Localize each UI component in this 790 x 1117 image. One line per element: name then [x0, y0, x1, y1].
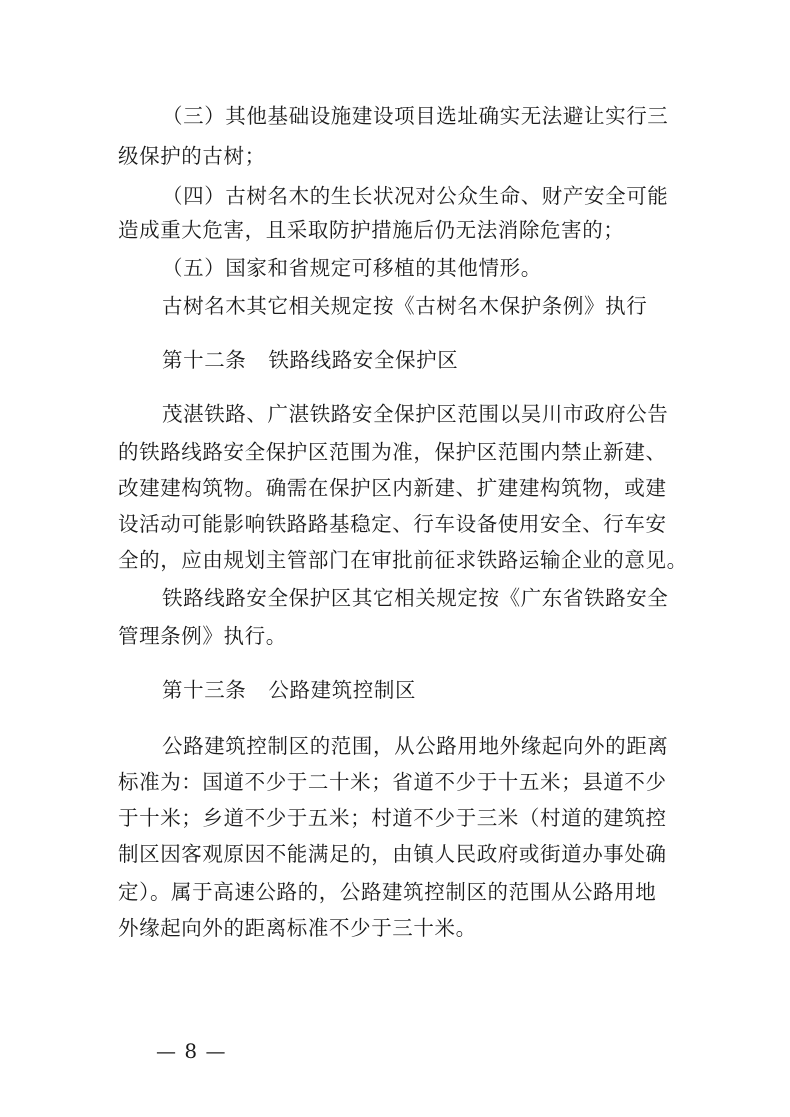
article-12-number: 第十二条 [162, 348, 247, 372]
article-13-body-line-6: 外缘起向外的距离标准不少于三十米。 [118, 916, 477, 940]
item-four-line-1: （四）古树名木的生长状况对公众生命、财产安全可能 [162, 184, 669, 208]
article-12-body-line-4: 设活动可能影响铁路路基稳定、行车设备使用安全、行车安 [118, 512, 667, 536]
item-three-line-2: 级保护的古树； [118, 144, 266, 168]
article-13-body-line-3: 于十米；乡道不少于五米；村道不少于三米（村道的建筑控 [118, 806, 667, 830]
article-13-number: 第十三条 [162, 678, 247, 702]
article-12-heading [162, 348, 458, 372]
article-12-body-line-2: 的铁路线路安全保护区范围为准，保护区范围内禁止新建、 [118, 440, 667, 464]
article-13-body-line-5: 定）。属于高速公路的，公路建筑控制区的范围从公路用地 [118, 880, 657, 904]
article-12-body-line-5: 全的，应由规划主管部门在审批前征求铁路运输企业的意见。 [118, 548, 688, 572]
item-three-line-1: （三）其他基础设施建设项目选址确实无法避让实行三 [162, 104, 669, 128]
item-five-line: （五）国家和省规定可移植的其他情形。 [162, 256, 542, 280]
article-13-body-line-1: 公路建筑控制区的范围，从公路用地外缘起向外的距离 [162, 734, 669, 758]
article-13-heading [162, 678, 416, 702]
article-13-title: 公路建筑控制区 [268, 678, 417, 702]
page-number: — 8 — [156, 1039, 227, 1063]
article-13-body-line-2: 标准为：国道不少于二十米；省道不少于十五米；县道不少 [118, 770, 667, 794]
article-12-rule-line-2: 管理条例》执行。 [118, 624, 287, 648]
article-12-body-line-1: 茂湛铁路、广湛铁路安全保护区范围以吴川市政府公告 [162, 402, 669, 426]
article-12-rule-line-1: 铁路线路安全保护区其它相关规定按《广东省铁路安全 [162, 586, 669, 610]
article-12-body-line-3: 改建建构筑物。确需在保护区内新建、扩建建构筑物，或建 [118, 476, 667, 500]
article-12-title: 铁路线路安全保护区 [268, 348, 459, 372]
item-four-line-2: 造成重大危害，且采取防护措施后仍无法消除危害的； [118, 218, 625, 242]
article-13-body-line-4: 制区因客观原因不能满足的，由镇人民政府或街道办事处确 [118, 842, 667, 866]
ancient-tree-rule-line: 古树名木其它相关规定按《古树名木保护条例》执行 [162, 294, 648, 318]
